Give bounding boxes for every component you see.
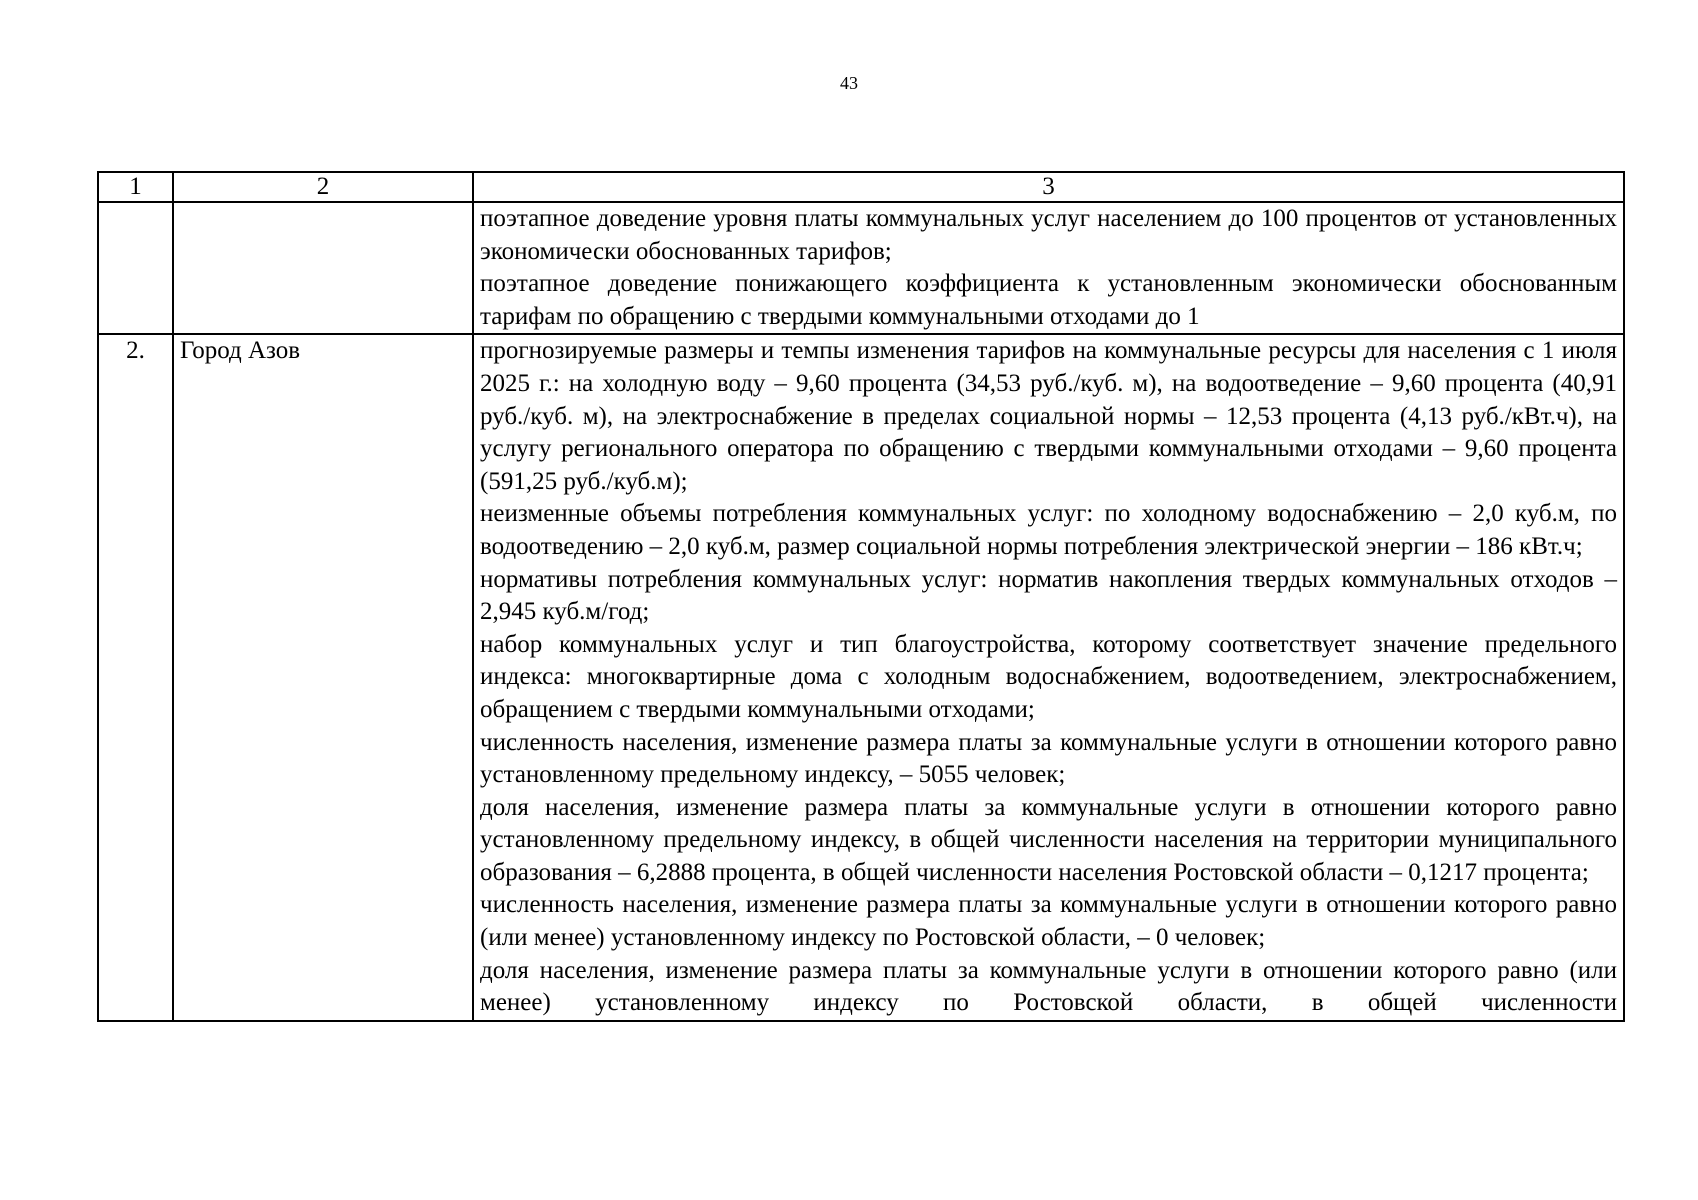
paragraph: нормативы потребления коммунальных услуг: норматив накопления твердых коммунальных отходов – 2,945 куб.м/год;: [480, 565, 1617, 626]
paragraph: прогнозируемые размеры и темпы изменения тарифов на коммунальные ресурсы для населения с 1 июля 2025 г.: на холодную воду – 9,60 процента (34,53 руб./куб. м), на водоотведение – 9,60 процента (40,91 руб./куб. м), на электроснабжение в пределах социальной нормы – 12,53 процента (4,13 руб./кВт.ч), на услугу регионального оператора по обращению с твердыми коммунальными отходами – 9,60 процента (591,25 руб./куб.м);: [480, 337, 1617, 495]
table-header-row: [98, 172, 1624, 202]
paragraph: доля населения, изменение размера платы за коммунальные услуги в отношении которого равно (или менее) установленному индексу по Ростовской области, в общей численности: [480, 956, 1617, 1017]
paragraph: численность населения, изменение размера платы за коммунальные услуги в отношении которого равно установленному предельному индексу, – 5055 человек;: [480, 728, 1617, 789]
page-number: 43: [840, 73, 858, 93]
table-row: [98, 202, 1624, 334]
paragraph: поэтапное доведение понижающего коэффициента к установленным экономически обоснованным тарифам по обращению с твердыми коммунальными отходами до 1: [480, 270, 1617, 330]
paragraph: набор коммунальных услуг и тип благоустройства, которому соответствует значение предельного индекса: многоквартирные дома с холодным водоснабжением, водоотведением, электроснабжением, обращением с твердыми коммунальными отходами;: [480, 630, 1617, 723]
row-number-cell: 2.: [98, 334, 173, 1020]
paragraph: доля населения, изменение размера платы за коммунальные услуги в отношении которого равно установленному предельному индексу, в общей численности населения на территории муниципального образования – 6,2888 процента, в общей численности населения Ростовской области – 0,1217 процента;: [480, 793, 1617, 886]
paragraph: поэтапное доведение уровня платы коммунальных услуг населением до 100 процентов от установленных экономически обоснованных тарифов;: [480, 205, 1617, 265]
header-cell-1: 1: [98, 172, 173, 202]
row-content-cell: [473, 334, 1624, 1020]
paragraph: неизменные объемы потребления коммунальных услуг: по холодному водоснабжению – 2,0 куб.м, по водоотведению – 2,0 куб.м, размер социальной нормы потребления электрической энергии – 186 кВт.ч;: [480, 500, 1617, 560]
row-content-cell: [473, 202, 1624, 334]
paragraph: численность населения, изменение размера платы за коммунальные услуги в отношении которого равно (или менее) установленному индексу по Ростовской области, – 0 человек;: [480, 891, 1617, 952]
table-row: [98, 334, 1624, 1020]
header-cell-2: 2: [173, 172, 473, 202]
document-table: [97, 171, 1625, 1022]
row-name-cell: [173, 202, 473, 334]
row-number-cell: [98, 202, 173, 334]
header-cell-3: 3: [473, 172, 1624, 202]
row-name-cell: Город Азов: [173, 334, 473, 1020]
